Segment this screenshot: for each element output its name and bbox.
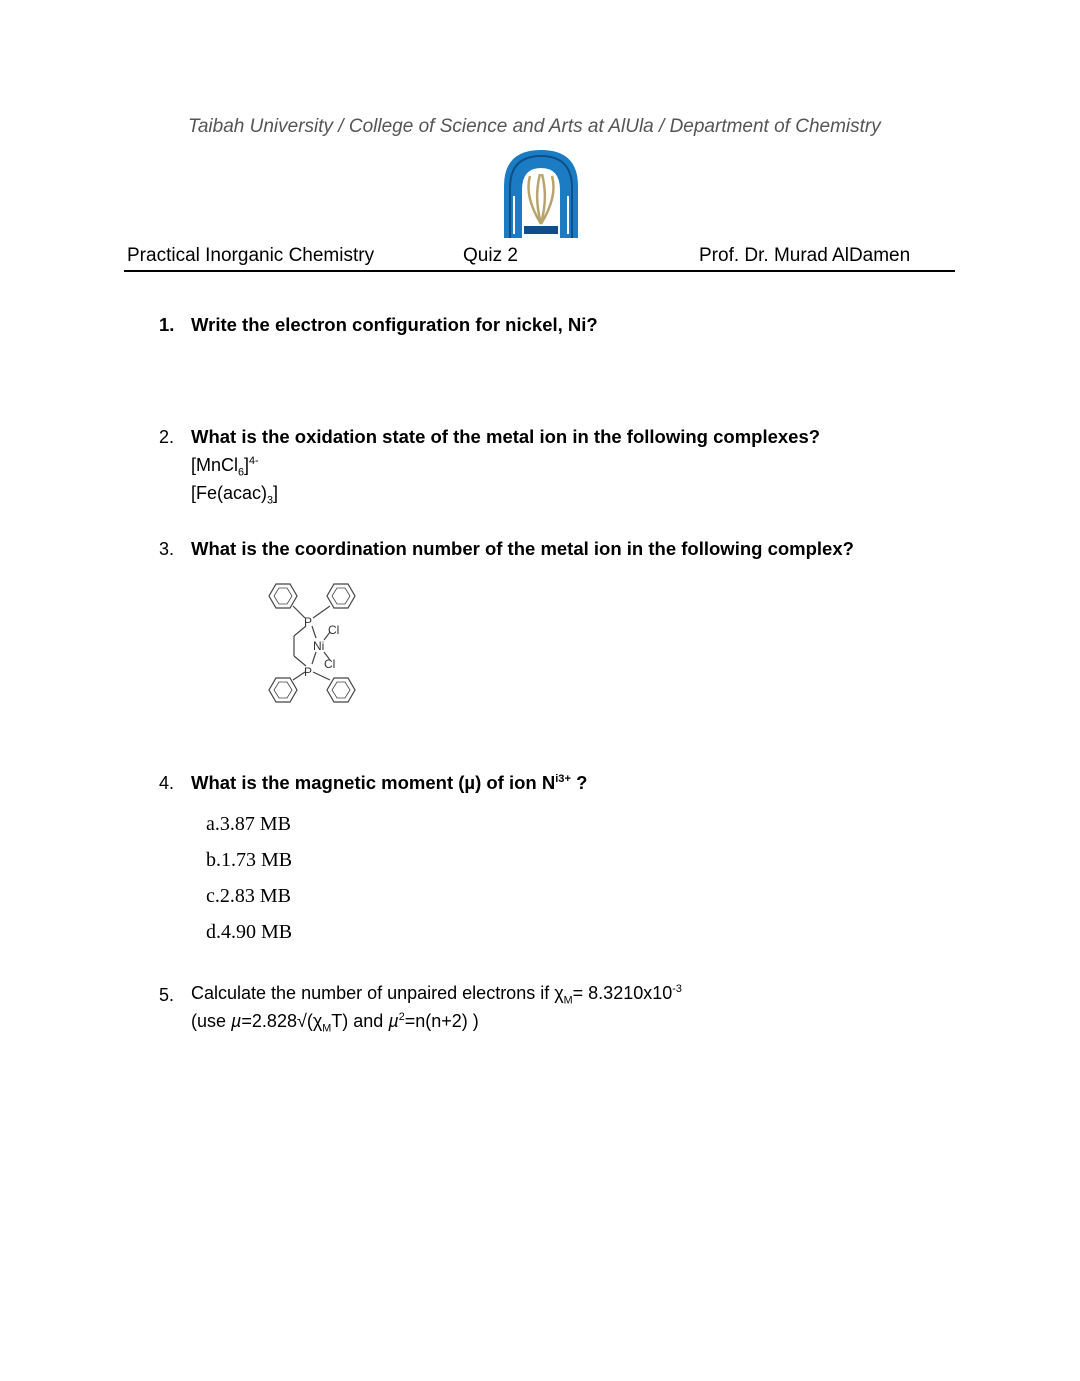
header-divider [124, 270, 955, 272]
question-5-line2: (use $\mu=2.828√(\chi_MT)$ and µ$^2$=n(n+2) ) [191, 1011, 479, 1035]
question-5-number: 5. [159, 985, 175, 1005]
option-b: b.1.73 MB [206, 849, 293, 871]
question-2-number: 2. [159, 427, 175, 447]
structure-label-cl-top: Cl [328, 623, 340, 637]
option-d: d.4.90 MB [206, 921, 293, 943]
option-c: c.2.83 MB [206, 885, 291, 907]
structure-label-p-top: P [304, 615, 313, 629]
course-title: Practical Inorganic Chemistry [127, 245, 375, 266]
complex-mncl6: [MnCl$_6$]$^{4-}$ [191, 455, 259, 479]
option-a: a.3.87 MB [206, 813, 291, 835]
nickel-dppe-dichloride-structure [250, 578, 370, 718]
question-4-number: 4. [159, 773, 175, 793]
question-5-line1: Calculate the number of unpaired electrons if $\chi_M= 8.3210x10^{-3}$ [191, 983, 682, 1007]
question-3-number: 3. [159, 539, 175, 559]
question-1-number: 1. [159, 314, 175, 335]
institution-header: Taibah University / College of Science and Arts at AlUla / Department of Chemistry [188, 116, 881, 137]
question-4-text: What is the magnetic moment (µ) of ion $N^{i3+}$ ? [191, 772, 588, 793]
question-1-text: Write the electron configuration for nickel, Ni? [191, 314, 598, 335]
structure-label-ni: Ni [313, 639, 325, 653]
structure-label-p-bottom: P [304, 665, 313, 679]
university-logo-icon [500, 146, 582, 242]
instructor-name: Prof. Dr. Murad AlDamen [699, 245, 911, 266]
question-3-text: What is the coordination number of the metal ion in the following complex? [191, 538, 854, 559]
quiz-title: Quiz 2 [463, 245, 518, 266]
complex-fe-acac3: $[Fe(acac)_3]$ [191, 483, 279, 507]
structure-label-cl-bottom: Cl [324, 657, 336, 671]
question-2-text: What is the oxidation state of the metal ion in the following complexes? [191, 426, 821, 447]
